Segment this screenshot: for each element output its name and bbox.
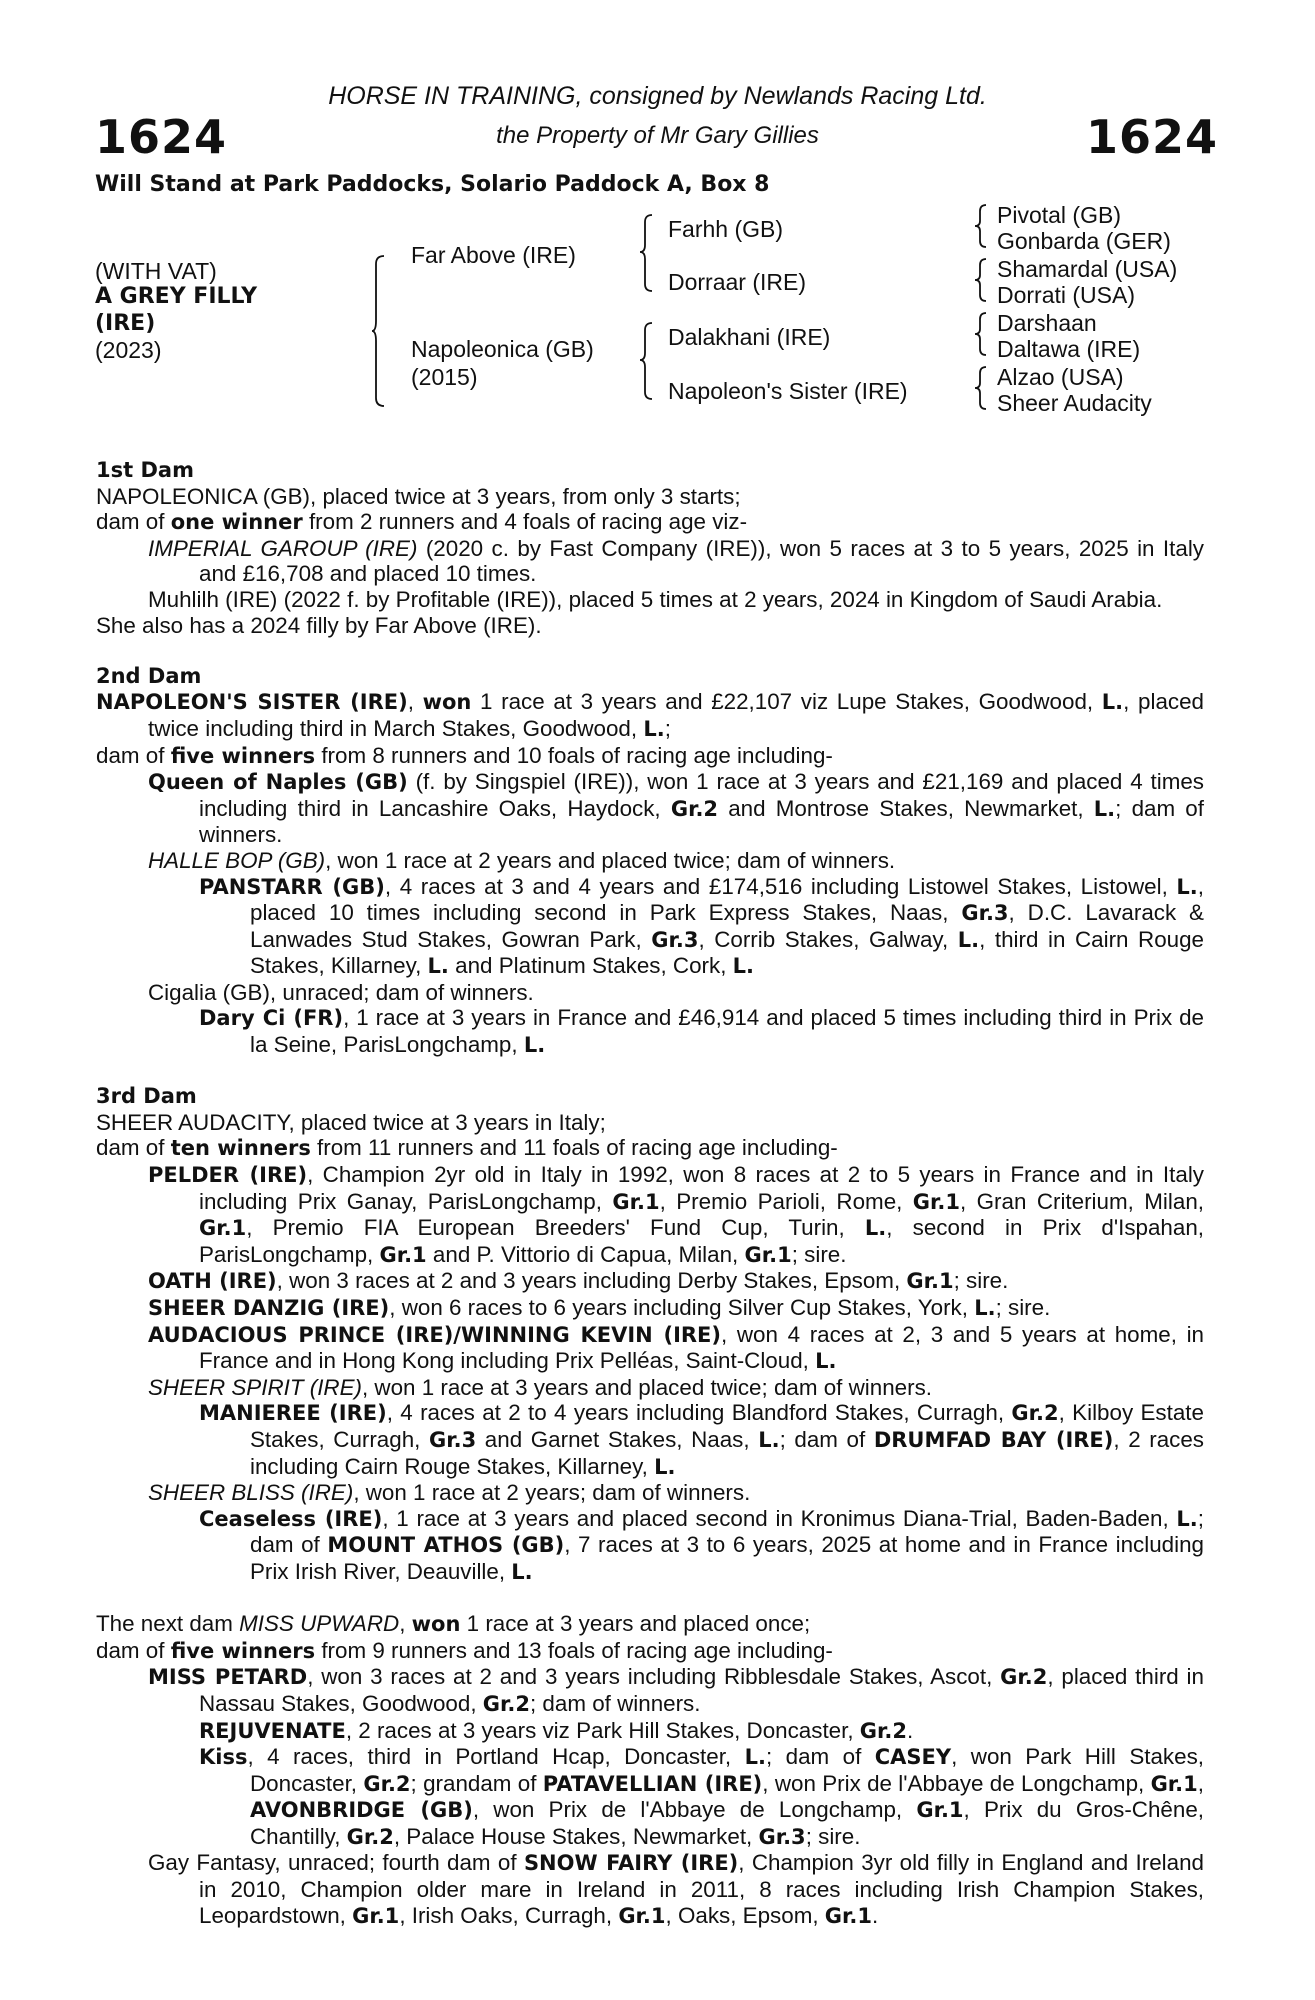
first-dam-also: She also has a 2024 filly by Far Above (IRE). bbox=[96, 612, 542, 638]
second-dam-offspring: Queen of Naples (GB) (f. by Singspiel (IRE)), won 1 race at 3 years and £21,169 and placed 4 times including third in Lancashire Oaks, Haydock, Gr.2 and Montrose Stakes, Newmarket, L.; dam of winners. bbox=[148, 769, 1204, 848]
pedigree-g8: Sheer Audacity bbox=[997, 390, 1152, 416]
property-line: the Property of Mr Gary Gillies bbox=[496, 122, 819, 149]
second-dam-heading: 2nd Dam bbox=[96, 663, 202, 688]
first-dam-offspring: Muhlilh (IRE) (2022 f. by Profitable (IRE)), placed 5 times at 2 years, 2024 in Kingdom of Saudi Arabia. bbox=[148, 586, 1163, 612]
third-dam-line: SHEER AUDACITY, placed twice at 3 years in Italy; bbox=[96, 1109, 606, 1135]
pedigree-bracket-g3 bbox=[975, 312, 989, 356]
pedigree-bracket-g2 bbox=[975, 258, 989, 302]
grandchild-entry: Ceaseless (IRE), 1 race at 3 years and placed second in Kronimus Diana-Trial, Baden-Baden, L.; dam of MOUNT ATHOS (GB), 7 races at 3 to 6 years, 2025 at home and in France including Prix Irish River, Deauville, L. bbox=[199, 1505, 1205, 1584]
third-dam-offspring: SHEER SPIRIT (IRE), won 1 race at 3 years and placed twice; dam of winners. bbox=[148, 1374, 932, 1400]
produce-record bbox=[96, 458, 1204, 1929]
lot-number-right: 1624 bbox=[1086, 110, 1219, 164]
grandchild-entry: PANSTARR (GB), 4 races at 3 and 4 years and £174,516 including Listowel Stakes, Listowel, L., placed 10 times including second in Park Express Stakes, Naas, Gr.3, D.C. Lavarack & Lanwades Stud Stakes, Gowran Park, Gr.3, Corrib Stakes, Galway, L., third in Cairn Rouge Stakes, Killarney, L. and Platinum Stakes, Cork, L. bbox=[199, 873, 1205, 979]
pedigree-sire-dam: Dorraar (IRE) bbox=[668, 269, 807, 295]
third-dam-offspring: SHEER DANZIG (IRE), won 6 races to 6 years including Silver Cup Stakes, York, L.; sire. bbox=[148, 1295, 1051, 1320]
consignor-line: HORSE IN TRAINING, consigned by Newlands Racing Ltd. bbox=[328, 82, 987, 110]
pedigree-bracket-g1 bbox=[975, 204, 989, 248]
subject-year: (2023) bbox=[95, 337, 162, 363]
third-dam-offspring: AUDACIOUS PRINCE (IRE)/WINNING KEVIN (IRE), won 4 races at 2, 3 and 5 years at home, in France and in Hong Kong including Prix Pelléas, Saint-Cloud, L. bbox=[148, 1321, 1204, 1374]
second-dam-offspring: Cigalia (GB), unraced; dam of winners. bbox=[148, 979, 534, 1005]
second-dam-line: NAPOLEON'S SISTER (IRE), won 1 race at 3 years and £22,107 viz Lupe Stakes, Goodwood, L., placed twice including third in March Stakes, Goodwood, L.; bbox=[96, 689, 1204, 741]
lot-number-left: 1624 bbox=[95, 110, 228, 164]
next-dam-offspring: MISS PETARD, won 3 races at 2 and 3 years including Ribblesdale Stakes, Ascot, Gr.2, placed third in Nassau Stakes, Goodwood, Gr.2; dam of winners. bbox=[148, 1664, 1204, 1716]
next-dam-produce-line: dam of five winners from 9 runners and 13 foals of racing age including- bbox=[96, 1637, 833, 1663]
grandchild-entry: REJUVENATE, 2 races at 3 years viz Park Hill Stakes, Doncaster, Gr.2. bbox=[199, 1717, 914, 1743]
pedigree-bracket-g4 bbox=[975, 366, 989, 410]
second-dam-produce-line: dam of five winners from 8 runners and 10 foals of racing age including- bbox=[96, 742, 833, 768]
vat-note: (WITH VAT) bbox=[95, 258, 217, 284]
pedigree-bracket-dam bbox=[640, 322, 656, 400]
pedigree-g7: Alzao (USA) bbox=[997, 364, 1124, 390]
third-dam-offspring: OATH (IRE), won 3 races at 2 and 3 years including Derby Stakes, Epsom, Gr.1; sire. bbox=[148, 1268, 1009, 1294]
pedigree-g4: Dorrati (USA) bbox=[997, 282, 1136, 308]
pedigree-dam-dam: Napoleon's Sister (IRE) bbox=[668, 378, 908, 404]
third-dam-produce-line: dam of ten winners from 11 runners and 11 foals of racing age including- bbox=[96, 1135, 838, 1161]
pedigree-dam: Napoleonica (GB) bbox=[411, 336, 594, 362]
pedigree-bracket-main bbox=[372, 255, 392, 407]
next-dam-line: The next dam MISS UPWARD, won 1 race at 3 years and placed once; bbox=[96, 1611, 811, 1637]
third-dam-offspring: SHEER BLISS (IRE), won 1 race at 2 years; dam of winners. bbox=[148, 1480, 751, 1506]
grandchild-entry: Dary Ci (FR), 1 race at 3 years in France and £46,914 and placed 5 times including third in Prix de la Seine, ParisLongchamp, L. bbox=[199, 1005, 1205, 1058]
first-dam-offspring: IMPERIAL GAROUP (IRE) (2020 c. by Fast Company (IRE)), won 5 races at 3 to 5 years, 2025 in Italy and £16,708 and placed 10 times. bbox=[148, 535, 1204, 587]
first-dam-produce-line: dam of one winner from 2 runners and 4 foals of racing age viz- bbox=[96, 509, 748, 535]
subject-name: A GREY FILLY bbox=[95, 284, 258, 309]
pedigree-dam-sire: Dalakhani (IRE) bbox=[668, 324, 831, 350]
grandchild-entry: Kiss, 4 races, third in Portland Hcap, Doncaster, L.; dam of CASEY, won Park Hill Stakes, Doncaster, Gr.2; grandam of PATAVELLIAN (IRE), won Prix de l'Abbaye de Longchamp, Gr.1, AVONBRIDGE (GB), won Prix de l'Abbaye de Longchamp, Gr.1, Prix du Gros-Chêne, Chantilly, Gr.2, Palace House Stakes, Newmarket, Gr.3; sire. bbox=[199, 1744, 1204, 1849]
first-dam-line: NAPOLEONICA (GB), placed twice at 3 years, from only 3 starts; bbox=[96, 483, 741, 509]
pedigree-dam-year: (2015) bbox=[411, 364, 478, 390]
grandchild-entry: MANIEREE (IRE), 4 races at 2 to 4 years including Blandford Stakes, Curragh, Gr.2, Kilboy Estate Stakes, Curragh, Gr.3 and Garnet Stakes, Naas, L.; dam of DRUMFAD BAY (IRE), 2 races including Cairn Rouge Stakes, Killarney, L. bbox=[199, 1400, 1205, 1479]
stand-location: Will Stand at Park Paddocks, Solario Paddock A, Box 8 bbox=[95, 172, 770, 197]
third-dam-heading: 3rd Dam bbox=[96, 1084, 197, 1109]
second-dam-offspring: HALLE BOP (GB), won 1 race at 2 years and placed twice; dam of winners. bbox=[148, 847, 896, 873]
third-dam-offspring: PELDER (IRE), Champion 2yr old in Italy in 1992, won 8 races at 2 to 5 years in France and in Italy including Prix Ganay, ParisLongchamp, Gr.1, Premio Parioli, Rome, Gr.1, Gran Criterium, Milan, Gr.1, Premio FIA European Breeders' Fund Cup, Turin, L., second in Prix d'Ispahan, ParisLongchamp, Gr.1 and P. Vittorio di Capua, Milan, Gr.1; sire. bbox=[148, 1162, 1205, 1267]
pedigree-sire-sire: Farhh (GB) bbox=[668, 216, 784, 242]
pedigree-bracket-sire bbox=[640, 214, 656, 292]
pedigree-g2: Gonbarda (GER) bbox=[997, 228, 1171, 254]
pedigree-g6: Daltawa (IRE) bbox=[997, 336, 1141, 362]
first-dam-heading: 1st Dam bbox=[96, 458, 194, 482]
pedigree-sire: Far Above (IRE) bbox=[411, 242, 576, 268]
pedigree-g3: Shamardal (USA) bbox=[997, 256, 1178, 282]
subject-origin: (IRE) bbox=[95, 311, 156, 336]
pedigree-g5: Darshaan bbox=[997, 310, 1097, 336]
pedigree-g1: Pivotal (GB) bbox=[997, 202, 1121, 228]
next-dam-offspring: Gay Fantasy, unraced; fourth dam of SNOW FAIRY (IRE), Champion 3yr old filly in England and Ireland in 2010, Champion older mare in Ireland in 2011, 8 races including Irish Champion Stakes, Leopardstown, Gr.1, Irish Oaks, Curragh, Gr.1, Oaks, Epsom, Gr.1. bbox=[148, 1850, 1204, 1928]
